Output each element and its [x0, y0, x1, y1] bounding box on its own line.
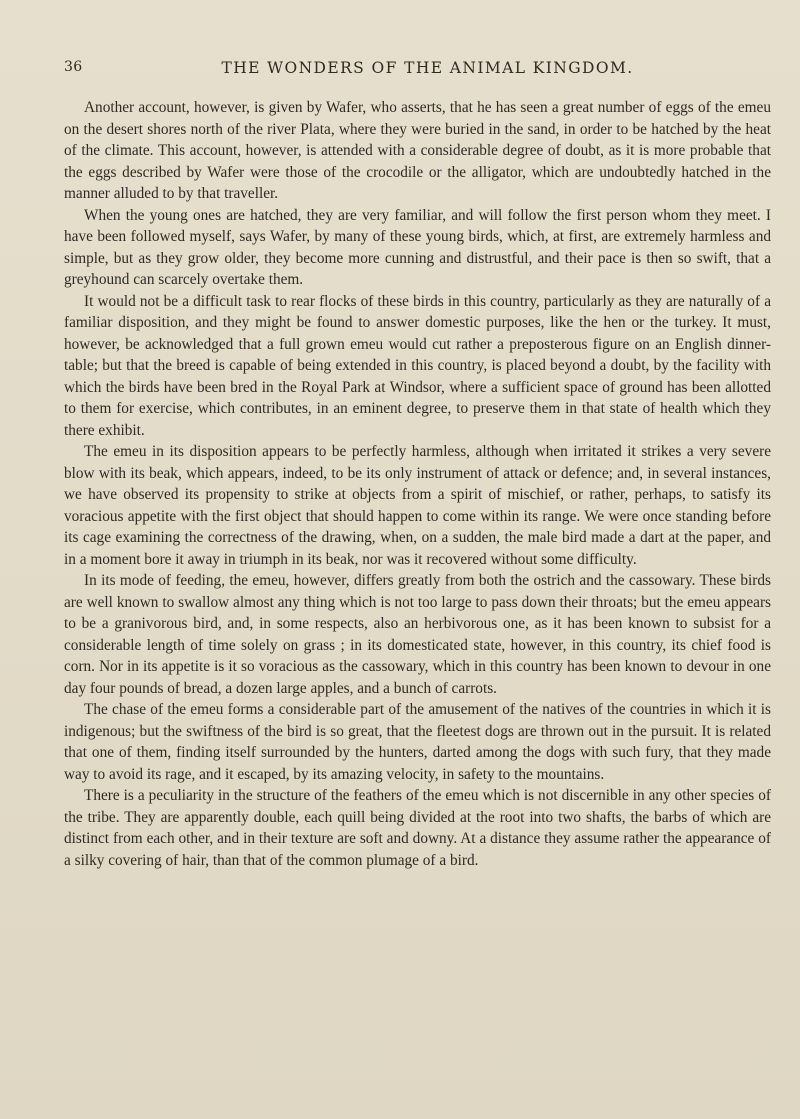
paragraph: Another account, however, is given by Wafer, who asserts, that he has seen a great number of eggs of the emeu on the desert shores north of the river Plata, where they were buried in the sand, in order to be hatched by the heat of the climate. This account, however, is attended with a considerable degree of doubt, as it is more probable that the eggs described by Wafer were those of the crocodile or the alligator, which are undoubtedly hatched in the manner alluded to by that traveller.	[64, 99, 771, 202]
paragraph: In its mode of feeding, the emeu, however, differs greatly from both the ostrich and the cassowary. These birds are well known to swallow almost any thing which is not too large to pass down their throats; but the emeu appears to be a granivorous bird, and, in some respects, also an herbivorous one, as it has been known to subsist for a considerable length of time solely on grass ; in its domesticated state, however, in this country, its chief food is corn. Nor in its appetite is it so voracious as the cassowary, which in this country has been known to devour in one day four pounds of bread, a dozen large apples, and a bunch of carrots.	[64, 572, 771, 697]
page-number: 36	[64, 59, 83, 75]
paragraph: When the young ones are hatched, they are very familiar, and will follow the first person whom they meet. I have been followed myself, says Wafer, by many of these young birds, which, at first, are extremely harmless and simple, but as they grow older, they become more cunning and distrustful, and their pace is then so swift, that a greyhound can scarcely overtake them.	[64, 206, 771, 288]
body-text	[64, 97, 771, 871]
page-header	[64, 59, 771, 81]
running-title: THE WONDERS OF THE ANIMAL KINGDOM.	[221, 59, 634, 77]
paragraph: There is a peculiarity in the structure of the feathers of the emeu which is not discernible in any other species of the tribe. They are apparently double, each quill being divided at the root into two shafts, the barbs of which are distinct from each other, and in their texture are soft and downy. At a distance they assume rather the appearance of a silky covering of hair, than that of the common plumage of a bird.	[64, 787, 771, 869]
paragraph: The chase of the emeu forms a considerable part of the amusement of the natives of the countries in which it is indigenous; but the swiftness of the bird is so great, that the fleetest dogs are thrown out in the pursuit. It is related that one of them, finding itself surrounded by the hunters, darted among the dogs with such fury, that they made way to avoid its rage, and it escaped, by its amazing velocity, in safety to the mountains.	[64, 701, 771, 783]
paragraph: The emeu in its disposition appears to be perfectly harmless, although when irritated it strikes a very severe blow with its beak, which appears, indeed, to be its only instrument of attack or defence; and, in several instances, we have observed its propensity to strike at objects from a spirit of mischief, or rather, perhaps, to satisfy its voracious appetite with the first object that should happen to come within its range. We were once standing before its cage examining the correctness of the drawing, when, on a sudden, the male bird made a dart at the paper, and in a moment bore it away in triumph in its beak, nor was it recovered without some difficulty.	[64, 443, 771, 568]
paragraph: It would not be a difficult task to rear flocks of these birds in this country, particularly as they are naturally of a familiar disposition, and they might be found to answer domestic purposes, like the hen or the turkey. It must, however, be acknowledged that a full grown emeu would cut rather a preposterous figure on an English dinner-table; but that the breed is capable of being extended in this country, is placed beyond a doubt, by the facility with which the birds have been bred in the Royal Park at Windsor, where a sufficient space of ground has been allotted to them for exercise, which contributes, in an eminent degree, to preserve them in that state of health which they there exhibit.	[64, 292, 771, 439]
